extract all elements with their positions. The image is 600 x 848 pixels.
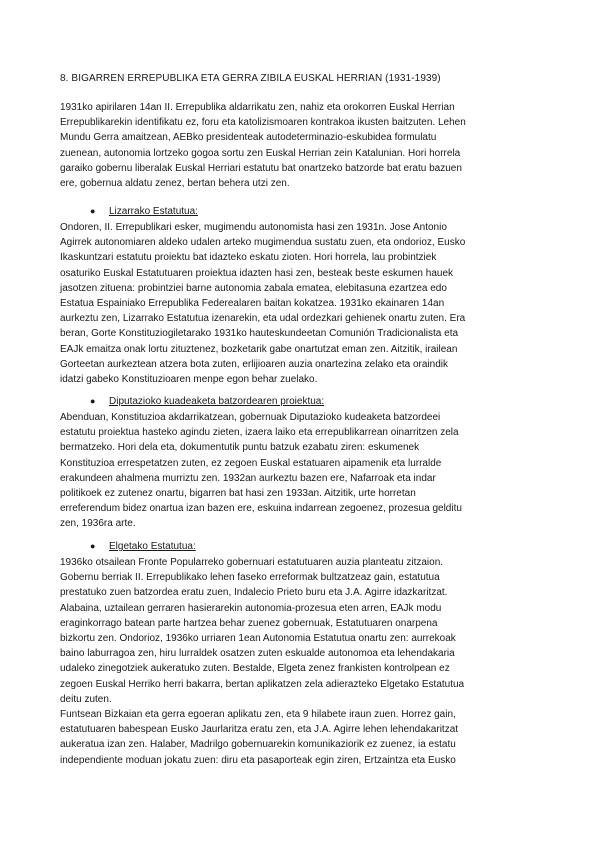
section-heading-elgeta — [90, 541, 196, 552]
text-line: independiente moduan jokatu zuen: diru eta pasaporteak egin ziren, Ertzaintza eta Eusko — [60, 754, 456, 766]
text-line: politikoek ez zutenez onartu, bigarren bat hasi zen 1933an. Aitzitik, urte horretan — [60, 488, 416, 500]
text-line: Ikaskuntzari estatutu proiektu bat idazteko eskatu zioten. Hori horrela, lau probintziek — [60, 252, 437, 264]
text-line: estatutuaren babespean Eusko Jaurlaritza eratu zen, eta J.A. Agirre lehen lehendakaritzat — [60, 724, 459, 736]
text-line: 1931ko apirilaren 14an II. Errepublika aldarrikatu zen, nahiz eta orokorren Euskal Herrian — [60, 102, 455, 113]
bullet-icon: ● — [90, 206, 96, 216]
section-paragraph-diputazioa — [60, 410, 540, 532]
text-line: idatzi gabeko Konstituzioaren menpe egon behar zuelako. — [60, 374, 318, 386]
section-heading-text: Diputazioko kuadeaketa batzordearen proiektua: — [109, 396, 325, 407]
text-line: Gorteetan aurkeztean atzera bota zuten, erlijioaren auzia onartezina zelako eta oraindik — [60, 358, 449, 370]
text-line: Gobernu berriak II. Errepublikako lehen faseko erreformak bultzatzeaz gain, estatutua — [60, 572, 440, 584]
bullet-icon: ● — [90, 396, 96, 406]
text-line: Alabaina, uztailean gerraren hasierarekin autonomia-prozesua eten arren, EAJk modu — [60, 602, 442, 614]
text-line: osaturiko Euskal Estatutuaren proiektua idazten hasi zen, besteak beste eskumen hauek — [60, 267, 454, 279]
text-line: Abenduan, Konstituzioa akdarrikatzean, gobernuak Diputazioko kudeaketa batzordeei — [60, 412, 441, 423]
section-heading-text: Lizarrako Estatutua: — [109, 206, 198, 217]
text-line: zegoen Euskal Herriko herri bakarra, bertan aplikatzen zela adierazteko Elgetako Estatutua — [60, 678, 465, 690]
section-heading-diputazioa — [90, 396, 324, 407]
text-line: jasotzen zituena: probintziei barne autonomia zabala ematea, elebitasuna ezartzea edo — [60, 282, 447, 294]
text-line: aurkeztu zen, Lizarrako Estatutua izenarekin, eta udal ordezkari gehienek onartu zuten. Era — [60, 313, 466, 325]
text-line: garaiko gobernu liberalak Euskal Herriari estatutu bat onartzeko batzorde bat eratu bazuen — [60, 162, 462, 174]
text-line: baino laburragoa zen, hiru lurraldek osatzen zuten eskualde autonomoa eta lehendakaria — [60, 648, 455, 660]
text-line: zuenean, autonomia lortzeko gogoa sortu zen Euskal Herrian zein Katalunian. Hori horrela — [60, 147, 461, 159]
section-paragraph-elgeta — [60, 555, 540, 768]
text-line: estatutu proiektua hasteko agindu zieten, izaera laiko eta errepublikarrean oinarritzen zela — [60, 427, 459, 439]
text-line: Funtsean Bizkaian eta gerra egoeran aplikatu zen, eta 9 hilabete iraun zuen. Horrez gain, — [60, 709, 456, 721]
text-line: Estatua Espainiako Errepublika Federealaren baitan kokatzea. 1931ko ekainaren 14an — [60, 298, 445, 310]
text-line: bermatzeko. Hori dela eta, dokumentutik puntu batzuk ezabatu ziren: eskumenek — [60, 442, 420, 454]
text-line: aukeratua izan zen. Halaber, Madrilgo gobernuarekin komunikaziorik ez zuenez, ia estatu — [60, 739, 456, 751]
page-title: 8. BIGARREN ERREPUBLIKA ETA GERRA ZIBILA EUSKAL HERRIAN (1931-1939) — [60, 73, 441, 84]
text-line: EAJk emaitza onak lortu zituztenez, bozketarik gabe onartutzat eman zen. Aitzitik, irailean — [60, 343, 458, 355]
text-line: Agirrek autonomiaren aldeko udalen arteko mugimendua sustatu zuen, eta ondorioz, Eusko — [60, 237, 466, 249]
text-line: Ondoren, II. Errepublikari esker, mugimendu autonomista hasi zen 1931n. Jose Antonio — [60, 222, 447, 233]
text-line: erakundeen ahalmena murriztu zen. 1932an aurkeztu bazen ere, Nafarroak eta indar — [60, 472, 436, 484]
section-paragraph-lizarra — [60, 220, 540, 387]
text-line: erreferendum bidez onartua izan bazen ere, eskuina indarrean zegoenez, prozesua gelditu — [60, 503, 462, 515]
text-line: Errepublikarekin identifikatu ez, foru eta katolizismoaren kontrakoa ikusten baitzuten. Lehen — [60, 117, 466, 129]
intro-paragraph — [60, 100, 540, 191]
text-line: zen, 1936ra arte. — [60, 518, 136, 530]
bullet-icon: ● — [90, 541, 96, 551]
text-line: eraginkorrago batean parte hartzea behar zuenez gobernuak, Estatutuaren onarpena — [60, 617, 438, 629]
text-line: udaleko zinegotziek aukeratuko zuten. Bestalde, Elgeta zenez frankisten kontrolpean ez — [60, 663, 450, 675]
text-line: Mundu Gerra amaitzean, AEBko presidenteak autodeterminazio-eskubidea formulatu — [60, 132, 437, 144]
section-heading-lizarra — [90, 206, 198, 217]
text-line: deitu zuten. — [60, 693, 112, 705]
text-line: 1936ko otsailean Fronte Popularreko gobernuari estatutuaren auzia planteatu zitzaion. — [60, 557, 444, 568]
text-line: beran, Gorte Konstituziogiletarako 1931ko hauteskundeetan Comunión Tradicionalista eta — [60, 328, 459, 340]
text-line: ere, gobernua aldatu zenez, bertan behera utzi zen. — [60, 178, 290, 190]
text-line: Konstituzioa errespetatzen zuten, ez zegoen Euskal estatuaren aipamenik eta lurralde — [60, 457, 442, 469]
text-line: prestatuko zuen batzordea eratu zuen, Indalecio Prieto buru eta J.A. Agirre idazkaritzat. — [60, 587, 448, 599]
section-heading-text: Elgetako Estatutua: — [109, 541, 196, 552]
text-line: bizkortu zen. Ondorioz, 1936ko urriaren 1ean Autonomia Estatutua onartu zen: aurrekoak — [60, 633, 456, 645]
